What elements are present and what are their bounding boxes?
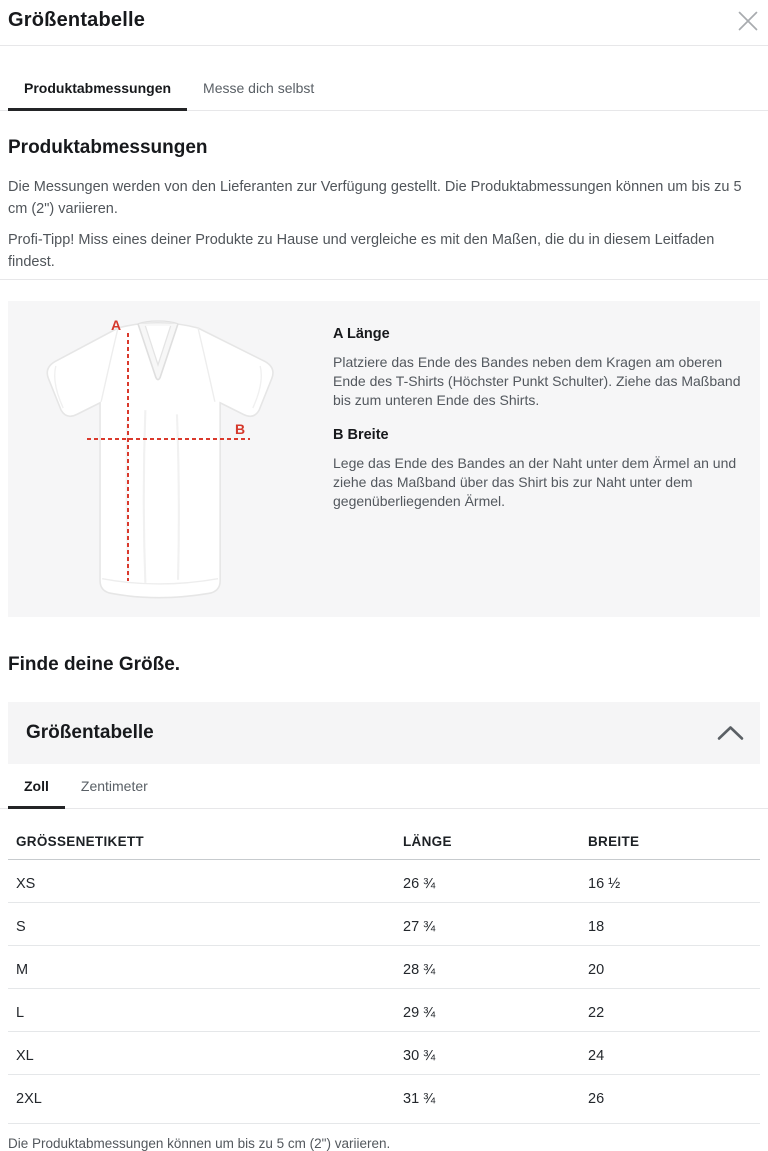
length-heading: A Länge — [333, 326, 390, 342]
size-cell: S — [16, 919, 26, 935]
close-icon — [735, 8, 761, 34]
table-row-l — [8, 989, 760, 1032]
modal-header — [0, 0, 768, 46]
find-size-heading: Finde deine Größe. — [8, 654, 181, 675]
unit-tab-bar — [0, 764, 768, 809]
laenge-cell: 30 ¾ — [403, 1048, 436, 1064]
size-table — [8, 809, 760, 1124]
laenge-cell: 27 ¾ — [403, 919, 436, 935]
tab-messe-dich-selbst[interactable]: Messe dich selbst — [187, 46, 330, 111]
length-measure-line — [127, 333, 129, 581]
size-cell: 2XL — [16, 1091, 42, 1107]
breite-cell: 18 — [588, 919, 605, 935]
label-b: B — [235, 421, 246, 437]
size-cell: M — [16, 962, 29, 978]
col-size-label: GRÖSSENETIKETT — [16, 834, 144, 849]
tab-zentimeter[interactable]: Zentimeter — [65, 764, 164, 809]
table-row-xl — [8, 1032, 760, 1075]
table-row-xs — [8, 860, 760, 903]
laenge-cell: 26 ¾ — [403, 876, 436, 892]
size-cell: XL — [16, 1048, 34, 1064]
product-measurements-heading: Produktabmessungen — [8, 137, 208, 158]
table-row-m — [8, 946, 760, 989]
chevron-up-icon — [717, 725, 744, 741]
size-chart-accordion-toggle[interactable] — [8, 702, 760, 764]
label-a: A — [111, 317, 122, 333]
main-tab-bar — [0, 46, 768, 111]
breite-cell: 22 — [588, 1005, 605, 1021]
width-heading: B Breite — [333, 427, 389, 443]
section-divider — [0, 279, 768, 280]
laenge-cell: 31 ¾ — [403, 1091, 436, 1107]
table-row-2xl — [8, 1075, 760, 1124]
breite-cell: 24 — [588, 1048, 605, 1064]
tab-produktabmessungen[interactable]: Produktabmessungen — [8, 46, 187, 111]
width-description: Lege das Ende des Bandes an der Naht unter dem Ärmel an und ziehe das Maßband über das Shirt bis zur Naht unter dem gegenüberliegenden Ärmel. — [333, 455, 737, 509]
breite-cell: 26 — [588, 1091, 605, 1107]
tshirt-illustration — [8, 313, 316, 617]
laenge-cell: 29 ¾ — [403, 1005, 436, 1021]
breite-cell: 16 ½ — [588, 876, 621, 892]
pro-tip-text: Profi-Tipp! Miss eines deiner Produkte zu Hause und vergleiche es mit den Maßen, die du in diesem Leitfaden findest. — [8, 232, 715, 270]
table-footnote: Die Produktabmessungen können um bis zu 5 cm (2") variieren. — [8, 1136, 391, 1151]
close-button[interactable] — [734, 7, 762, 35]
table-row-s — [8, 903, 760, 946]
length-description: Platziere das Ende des Bandes neben dem Kragen am oberen Ende des T-Shirts (Höchster Punkt Schulter). Ziehe das Maßband bis zum unteren Ende des Shirts. — [333, 354, 741, 408]
tab-zoll[interactable]: Zoll — [8, 764, 65, 809]
product-measurements-section — [0, 137, 768, 273]
size-chart-title: Größentabelle — [26, 722, 154, 743]
laenge-cell: 28 ¾ — [403, 962, 436, 978]
width-measure-line — [87, 438, 250, 440]
size-cell: XS — [16, 876, 36, 892]
col-breite: BREITE — [588, 834, 640, 849]
measurement-diagram — [8, 301, 760, 617]
measure-descriptions — [333, 326, 749, 528]
modal-title: Größentabelle — [8, 9, 146, 31]
measurements-intro-text: Die Messungen werden von den Lieferanten zur Verfügung gestellt. Die Produktabmessungen können um bis zu 5 cm (2") variieren. — [8, 179, 742, 217]
size-cell: L — [16, 1005, 25, 1021]
size-table-header — [8, 809, 760, 860]
breite-cell: 20 — [588, 962, 605, 978]
col-laenge: LÄNGE — [403, 834, 452, 849]
